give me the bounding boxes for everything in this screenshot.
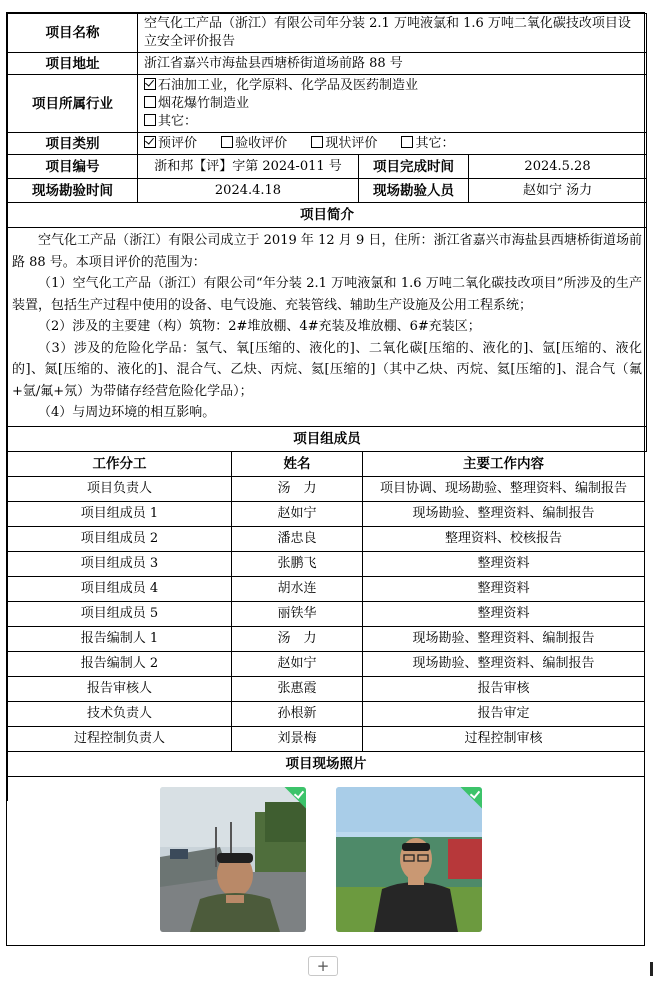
project-number-label: 项目编号: [8, 155, 138, 179]
member-work: 现场勘验、整理资料、编制报告: [363, 501, 645, 526]
member-role: 项目组成员 5: [8, 601, 232, 626]
completion-time-value: 2024.5.28: [469, 155, 647, 179]
survey-time-label: 现场勘验时间: [8, 179, 138, 203]
member-work: 整理资料: [363, 576, 645, 601]
table-row: [8, 726, 645, 751]
project-category-options: [138, 133, 647, 155]
member-role: 过程控制负责人: [8, 726, 232, 751]
member-name: 张惠霞: [232, 676, 363, 701]
member-work: 现场勘验、整理资料、编制报告: [363, 651, 645, 676]
member-role: 项目组成员 2: [8, 526, 232, 551]
table-row: [8, 551, 645, 576]
table-row: [8, 576, 645, 601]
project-industry-label: 项目所属行业: [8, 75, 138, 133]
member-role: 项目组成员 1: [8, 501, 232, 526]
checkbox-empty-icon: [311, 136, 323, 148]
member-role: 报告审核人: [8, 676, 232, 701]
member-work: 整理资料: [363, 551, 645, 576]
table-row: [8, 501, 645, 526]
member-name: 赵如宁: [232, 501, 363, 526]
site-photo-1[interactable]: [160, 787, 306, 932]
photo-person-site: [336, 787, 482, 932]
member-role: 技术负责人: [8, 701, 232, 726]
member-name: 丽铁华: [232, 601, 363, 626]
project-category-label: 项目类别: [8, 133, 138, 155]
category-option-pre: 预评价: [144, 136, 197, 151]
members-header-role: 工作分工: [8, 451, 232, 476]
intro-body: [8, 228, 647, 427]
project-address-value: 浙江省嘉兴市海盐县西塘桥街道场前路 88 号: [138, 53, 647, 75]
industry-option-other: 其它：: [144, 113, 640, 131]
checkbox-checked-icon: [144, 136, 156, 148]
photo-person-road: [160, 787, 306, 932]
survey-person-label: 现场勘验人员: [359, 179, 469, 203]
project-info-table: [7, 13, 647, 452]
checkbox-empty-icon: [221, 136, 233, 148]
intro-paragraph: （3）涉及的危险化学品：氢气、氧[压缩的、液化的]、二氧化碳[压缩的、液化的]、氩[压缩的、液化的]、氮[压缩的、液化的]、混合气、乙炔、丙烷、氦[压缩的]（其中乙炔、丙烷、氦[压缩的]、混合气（氟+氩/氟+氖）为带储存经营危险化学品）；: [12, 340, 643, 399]
members-title: 项目组成员: [8, 426, 647, 451]
member-role: 报告编制人 1: [8, 626, 232, 651]
report-sheet: [6, 12, 645, 946]
table-row: [8, 526, 645, 551]
members-header-work: 主要工作内容: [363, 451, 645, 476]
project-address-label: 项目地址: [8, 53, 138, 75]
site-photo-2[interactable]: [336, 787, 482, 932]
member-work: 项目协调、现场勘验、整理资料、编制报告: [363, 476, 645, 501]
intro-paragraph: （4）与周边环境的相互影响。: [38, 405, 216, 420]
project-industry-options: [138, 75, 647, 133]
member-name: 汤 力: [232, 476, 363, 501]
table-row: [8, 651, 645, 676]
member-work: 整理资料: [363, 601, 645, 626]
member-name: 胡水连: [232, 576, 363, 601]
add-page-button[interactable]: +: [308, 956, 338, 976]
completion-time-label: 项目完成时间: [359, 155, 469, 179]
member-work: 报告审核: [363, 676, 645, 701]
checkbox-empty-icon: [144, 114, 156, 126]
project-name-label: 项目名称: [8, 14, 138, 53]
intro-paragraph: 空气化工产品（浙江）有限公司成立于 2019 年 12 月 9 日，住所：浙江省嘉兴市海盐县西塘桥街道场前路 88 号。本项目评价的范围为：: [12, 233, 643, 270]
project-name-value: 空气化工产品（浙江）有限公司年分装 2.1 万吨液氯和 1.6 万吨二氧化碳技改项目设立安全评价报告: [138, 14, 647, 53]
member-role: 项目组成员 3: [8, 551, 232, 576]
industry-option-petrochem: 石油加工业，化学原料、化学品及医药制造业: [144, 77, 640, 95]
category-option-status: 现状评价: [311, 136, 377, 151]
member-role: 项目负责人: [8, 476, 232, 501]
survey-person-value: 赵如宁 汤力: [469, 179, 647, 203]
checkbox-checked-icon: [144, 78, 156, 90]
project-number-value: 浙和邦【评】字第 2024-011 号: [138, 155, 359, 179]
survey-time-value: 2024.4.18: [138, 179, 359, 203]
intro-paragraph: （2）涉及的主要建（构）筑物：2#堆放棚、4#充装及堆放棚、6#充装区；: [38, 319, 481, 334]
member-work: 报告审定: [363, 701, 645, 726]
member-name: 汤 力: [232, 626, 363, 651]
table-row: [8, 601, 645, 626]
category-option-other: 其它：: [401, 136, 454, 151]
member-name: 刘景梅: [232, 726, 363, 751]
members-table: [7, 451, 645, 801]
member-work: 整理资料、校核报告: [363, 526, 645, 551]
member-role: 项目组成员 4: [8, 576, 232, 601]
table-row: [8, 476, 645, 501]
photos-title: 项目现场照片: [8, 751, 645, 776]
intro-paragraph: （1）空气化工产品（浙江）有限公司“年分装 2.1 万吨液氯和 1.6 万吨二氧化碳技改项目”所涉及的生产装置，包括生产过程中使用的设备、电气设施、充装管线、辅助生产设施及公用工程系统；: [12, 276, 643, 313]
member-name: 潘忠良: [232, 526, 363, 551]
photos-area: [8, 776, 645, 801]
intro-title: 项目简介: [8, 203, 647, 228]
table-row: [8, 676, 645, 701]
table-row: [8, 626, 645, 651]
member-role: 报告编制人 2: [8, 651, 232, 676]
industry-option-fireworks: 烟花爆竹制造业: [144, 95, 640, 113]
table-row: [8, 701, 645, 726]
checkbox-empty-icon: [401, 136, 413, 148]
members-header-name: 姓名: [232, 451, 363, 476]
checkbox-empty-icon: [144, 96, 156, 108]
category-option-acceptance: 验收评价: [221, 136, 287, 151]
member-name: 张鹏飞: [232, 551, 363, 576]
member-name: 赵如宁: [232, 651, 363, 676]
member-work: 过程控制审核: [363, 726, 645, 751]
member-name: 孙根新: [232, 701, 363, 726]
member-work: 现场勘验、整理资料、编制报告: [363, 626, 645, 651]
